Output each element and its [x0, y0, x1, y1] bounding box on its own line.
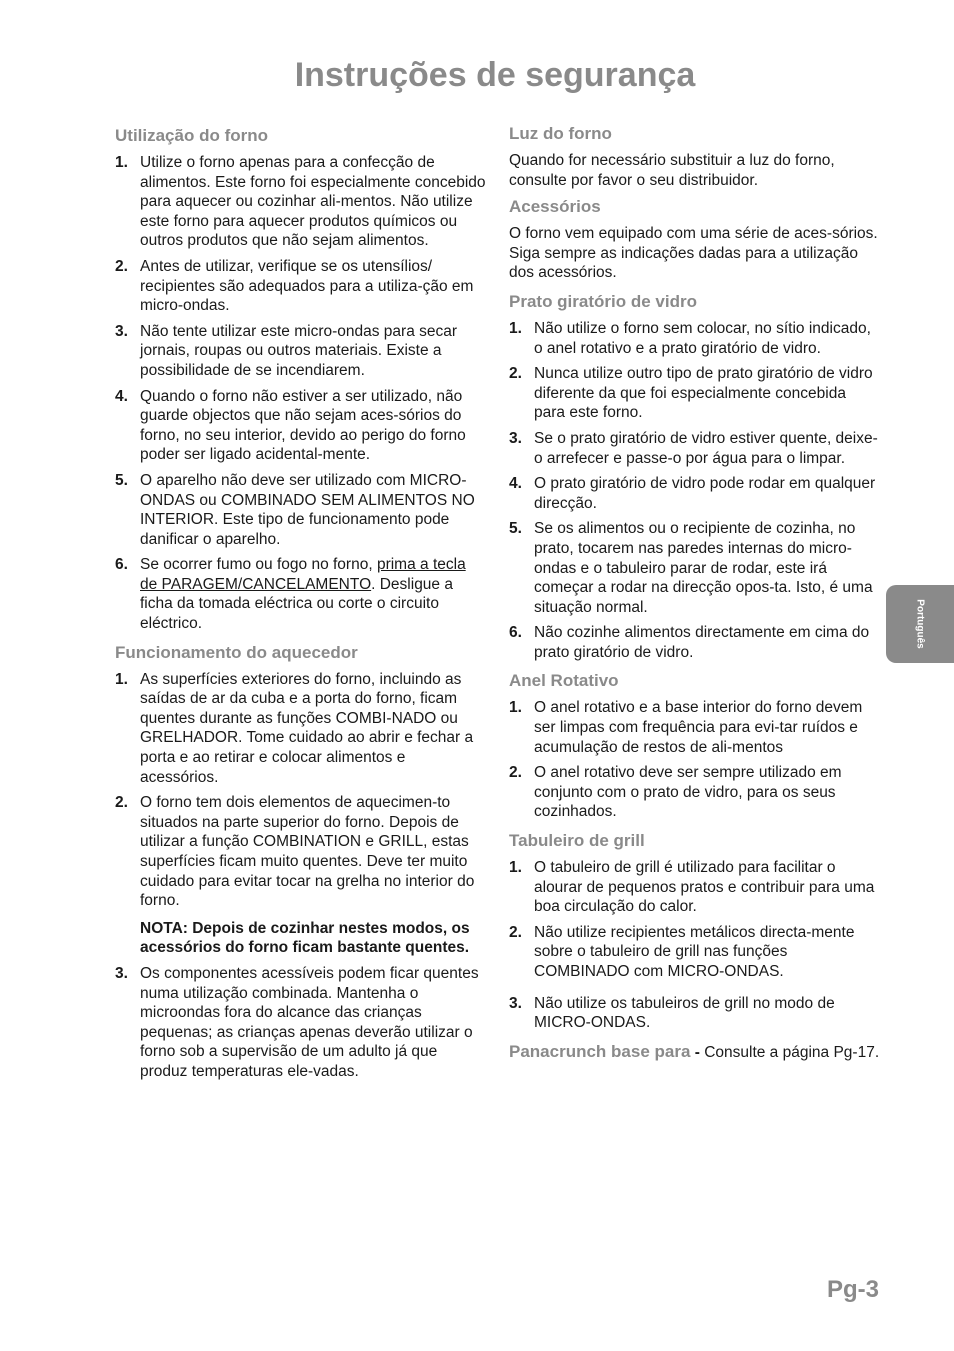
- language-side-tab: [886, 585, 954, 663]
- item-number: 1.: [509, 319, 522, 337]
- section-roller-ring: [509, 670, 881, 822]
- item-text: O forno tem dois elementos de aquecimen-to situados na parte superior do forno. Depois de utilizar a função COMBINATION e GRILL, estas superfícies ficam muito quentes. Deve ter muito cuidado para evitar tocar na grelha no interior do forno.: [140, 794, 475, 910]
- item-number: 5.: [115, 471, 128, 489]
- item-number: 6.: [509, 624, 522, 642]
- section-accessories: [509, 196, 881, 283]
- list-item: [509, 923, 881, 982]
- section-heading: Luz do forno: [509, 124, 612, 143]
- item-text: Utilize o forno apenas para a confecção de alimentos. Este forno foi especialmente concebido para aquecer ou cozinhar ali-mentos. Não utilize este forno para aquecer produtos químicos ou outros produtos que não sejam alimentos.: [140, 154, 486, 250]
- item-text: Os componentes acessíveis podem ficar quentes numa utilização combinada. Mantenha o microondas fora do alcance das crianças pequenas; as crianças apenas deverão utilizar o forno sob a supervisão de um adulto já que produz temperaturas ele-vadas.: [140, 964, 479, 1080]
- left-column: [115, 125, 487, 1090]
- oven-usage-list: [115, 153, 487, 634]
- item-text: Não tente utilizar este micro-ondas para secar jornais, roupas ou outros materiais. Existe a possibilidade de se incendiarem.: [140, 322, 458, 379]
- list-item: [509, 858, 881, 917]
- item-text: Se ocorrer fumo ou fogo no forno,: [140, 556, 377, 574]
- item-number: 1.: [115, 670, 128, 688]
- item-text: O anel rotativo deve ser sempre utilizado em conjunto com o prato de vidro, para os seus cozinhados.: [534, 764, 842, 821]
- item-text: Nunca utilize outro tipo de prato giratório de vidro diferente da que foi especialmente concebida para este forno.: [534, 365, 873, 422]
- item-number: 3.: [115, 964, 128, 982]
- list-item: [509, 623, 881, 662]
- item-number: 2.: [115, 794, 128, 812]
- page-number: Pg-3: [826, 1276, 879, 1303]
- section-glass-turntable: [509, 291, 881, 663]
- item-number: 1.: [115, 154, 128, 171]
- list-item: [115, 387, 487, 465]
- item-text: Não utilize o forno sem colocar, no sítio indicado, o anel rotativo e a prato giratório de vidro.: [534, 319, 871, 357]
- page-title: Instruções de segurança: [294, 56, 696, 94]
- item-text: O aparelho não deve ser utilizado com MICRO-ONDAS ou COMBINADO SEM ALIMENTOS NO INTERIOR. Este tipo de funcionamento pode danificar o aparelho.: [140, 471, 475, 548]
- section-text: Consulte a página Pg-17.: [704, 1043, 880, 1061]
- note-text: NOTA: Depois de cozinhar nestes modos, os acessórios do forno ficam bastante quentes.: [140, 919, 470, 957]
- item-text: As superfícies exteriores do forno, incluindo as saídas de ar da cuba e a porta do forno, ficam quentes durante as funções COMBI-NADO ou GRELHADOR. Tome cuidado ao abrir e fechar a porta e ao retirar e colocar alimentos e acessórios.: [140, 670, 474, 786]
- list-item: [115, 555, 487, 633]
- section-heading: Anel Rotativo: [509, 671, 619, 691]
- item-number: 4.: [115, 387, 128, 405]
- stop-cancel-key-text: prima a tecla de PARAGEM/CANCELAMENTO: [140, 556, 466, 593]
- item-number: 1.: [509, 859, 522, 877]
- item-number: 6.: [115, 556, 128, 574]
- section-grill-tray: [509, 830, 881, 1033]
- item-text: Não utilize os tabuleiros de grill no modo de MICRO-ONDAS.: [534, 994, 835, 1032]
- list-item: [509, 364, 881, 423]
- list-item: [115, 471, 487, 549]
- item-text: Se os alimentos ou o recipiente de cozinha, no prato, tocarem nas paredes internas do micro-ondas e o tabuleiro parar de rodar, este irá começar a rodar na direcção opos-ta. Isto, é uma situação normal.: [534, 520, 873, 616]
- section-heading: Funcionamento do aquecedor: [115, 642, 358, 662]
- list-item: [115, 153, 487, 251]
- item-number: 2.: [509, 923, 522, 941]
- item-number: 3.: [509, 994, 522, 1012]
- item-text: Não cozinhe alimentos directamente em cima do prato giratório de vidro.: [534, 624, 870, 661]
- item-text: Não utilize recipientes metálicos directa-mente sobre o tabuleiro de grill nas funções COMBINADO com MICRO-ONDAS.: [534, 923, 855, 980]
- section-heading: Acessórios: [509, 197, 601, 217]
- section-oven-usage: [115, 125, 487, 634]
- item-text: O tabuleiro de grill é utilizado para facilitar o alourar de pequenos pratos e contribuir para uma boa circulação do calor.: [534, 859, 875, 916]
- item-number: 2.: [509, 365, 522, 383]
- list-item: [509, 698, 881, 757]
- section-oven-light: [509, 123, 881, 190]
- roller-ring-list: [509, 698, 881, 822]
- right-column: [509, 123, 881, 1063]
- list-item: [509, 763, 881, 822]
- item-number: 2.: [509, 764, 522, 782]
- list-item: [115, 257, 487, 316]
- list-item: [115, 793, 487, 958]
- list-item: [509, 429, 881, 468]
- section-text: Quando for necessário substituir a luz do forno, consulte por favor o seu distribuidor.: [509, 152, 835, 189]
- panacrunch-note: [509, 1041, 881, 1063]
- dash-separator: -: [690, 1043, 705, 1061]
- list-item: [509, 319, 881, 358]
- item-text: O prato giratório de vidro pode rodar em qualquer direcção.: [534, 475, 876, 512]
- list-item: [509, 519, 881, 617]
- section-heading: Panacrunch base para: [509, 1041, 691, 1061]
- item-number: 4.: [509, 475, 522, 493]
- list-item: [509, 474, 881, 513]
- item-text: . Desligue a ficha da tomada eléctrica ou corte o circuito eléctrico.: [140, 575, 453, 633]
- item-number: 2.: [115, 257, 128, 275]
- item-number: 3.: [115, 322, 128, 340]
- list-item: [115, 964, 487, 1082]
- item-text: Se o prato giratório de vidro estiver quente, deixe-o arrefecer e passe-o por água para o limpar.: [534, 429, 878, 467]
- section-heading: Tabuleiro de grill: [509, 831, 645, 851]
- item-number: 3.: [509, 429, 522, 447]
- section-heading: Prato giratório de vidro: [509, 291, 697, 311]
- item-text: O anel rotativo e a base interior do forno devem ser limpas com frequência para evi-tar ruídos e acumulação de restos de ali-mentos: [534, 699, 863, 756]
- list-item: [115, 322, 487, 381]
- item-text: Quando o forno não estiver a ser utilizado, não guarde objectos que não sejam aces-sórios do forno, no seu interior, devido ao perigo do forno poder ser ligado acidental-mente.: [140, 387, 466, 464]
- turntable-list: [509, 319, 881, 663]
- section-text: O forno vem equipado com uma série de aces-sórios. Siga sempre as indicações dadas para a utilização dos acessórios.: [509, 225, 878, 282]
- section-heater-operation: [115, 642, 487, 1082]
- language-tab-label: Português: [914, 599, 926, 649]
- grill-tray-list: [509, 858, 881, 1033]
- item-number: 5.: [509, 520, 522, 538]
- heater-list: [115, 670, 487, 1082]
- item-text: Antes de utilizar, verifique se os utensílios/ recipientes são adequados para a utiliza-ção em micro-ondas.: [140, 257, 474, 315]
- section-heading: Utilização do forno: [115, 126, 268, 145]
- item-number: 1.: [509, 699, 522, 717]
- list-item: [509, 994, 881, 1033]
- list-item: [115, 670, 487, 788]
